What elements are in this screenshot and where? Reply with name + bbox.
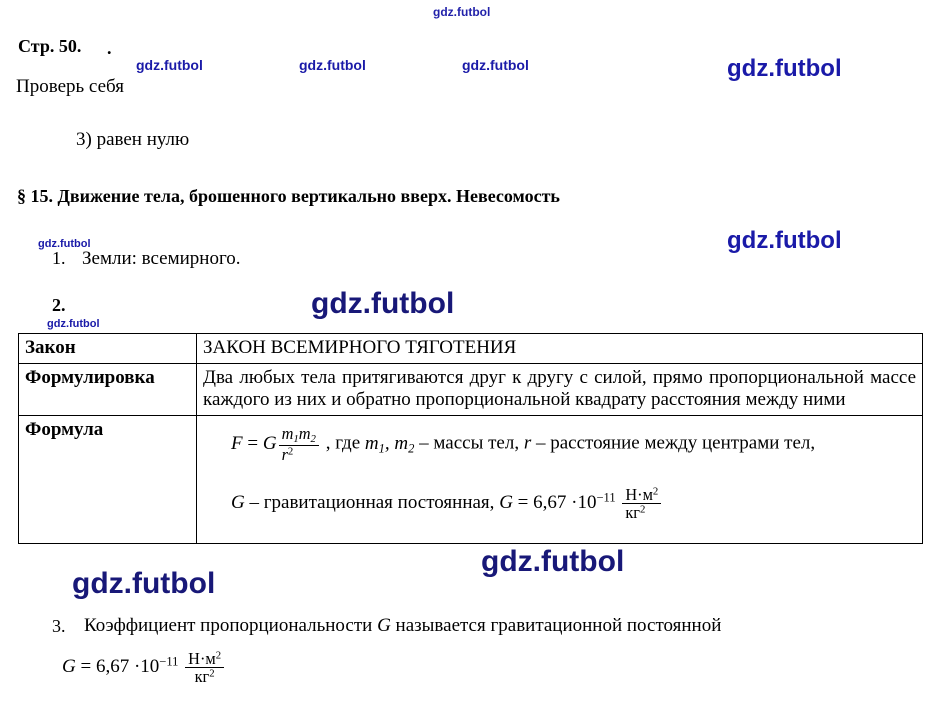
- text-constant: – гравитационная постоянная,: [249, 491, 495, 513]
- item-1-number: 1.: [52, 248, 66, 268]
- page-number-dot: .: [107, 38, 112, 58]
- section-heading: § 15. Движение тела, брошенного вертикально вверх. Невесомость: [17, 186, 560, 206]
- table-cell-value-formula: [197, 416, 923, 544]
- item-3-text-before: Коэффициент пропорциональности: [84, 615, 373, 636]
- law-table: [18, 333, 923, 544]
- watermark-big-5: gdz.futbol: [481, 545, 625, 578]
- table-cell-value-statement: Два любых тела притягиваются друг к другу с силой, прямо пропорциональной массе каждого из них и обратно пропорциональной квадрату расстояния между ними: [197, 364, 923, 416]
- formula-gravitational-constant-value: $G = 6,67 \cdot 10^{-11}$ $\frac{Н\cdot м^2}{кг^2}$: [499, 492, 663, 513]
- watermark-small-2: gdz.futbol: [47, 318, 100, 330]
- table-cell-key-statement: Формулировка: [19, 364, 197, 416]
- watermark-big-1: gdz.futbol: [727, 55, 842, 82]
- table-cell-key-formula: Формула: [19, 416, 197, 544]
- item-3-text: [84, 615, 721, 637]
- table-row: [19, 334, 923, 364]
- watermark-top: gdz.futbol: [433, 5, 491, 19]
- check-yourself-heading: Проверь себя: [16, 76, 124, 97]
- formula-main-line: [203, 419, 916, 463]
- table-row: [19, 416, 923, 544]
- item-3-symbol-G: G: [377, 615, 391, 636]
- watermark-small-1: gdz.futbol: [38, 238, 91, 250]
- item-2-number: 2.: [52, 295, 66, 315]
- table-cell-key-law: Закон: [19, 334, 197, 364]
- symbol-G: G: [231, 491, 245, 513]
- watermark-big-2: gdz.futbol: [727, 227, 842, 254]
- watermark-c: gdz.futbol: [462, 57, 529, 73]
- page-number-label: Стр. 50.: [18, 36, 82, 56]
- table-row: [19, 364, 923, 416]
- item-3-text-after: называется гравитационной постоянной: [395, 615, 722, 636]
- watermark-big-4: gdz.futbol: [72, 567, 216, 600]
- watermark-a: gdz.futbol: [136, 57, 203, 73]
- formula-constant-line: [203, 464, 916, 521]
- formula-newton-gravitation: F = G $\frac{m_1m_2}{r^2}$: [231, 433, 326, 454]
- answer-1-text: 3) равен нулю: [76, 129, 190, 150]
- table-cell-value-law: ЗАКОН ВСЕМИРНОГО ТЯГОТЕНИЯ: [197, 334, 923, 364]
- watermark-big-3: gdz.futbol: [311, 287, 455, 320]
- watermark-b: gdz.futbol: [299, 57, 366, 73]
- item-3-number: 3.: [52, 616, 66, 636]
- text-masses: – массы тел,: [419, 432, 520, 454]
- text-distance: – расстояние между центрами тел,: [535, 432, 816, 454]
- symbol-m1-m2: $m_1$, $m_2$: [364, 432, 415, 456]
- formula-where-text: , где: [325, 432, 361, 454]
- symbol-r: r: [523, 432, 532, 454]
- equation-gravitational-constant: $G = 6,67 \cdot 10^{-11}$ $\frac{Н\cdot м^2}{кг^2}$: [62, 650, 226, 685]
- item-1-text: Земли: всемирного.: [82, 248, 241, 269]
